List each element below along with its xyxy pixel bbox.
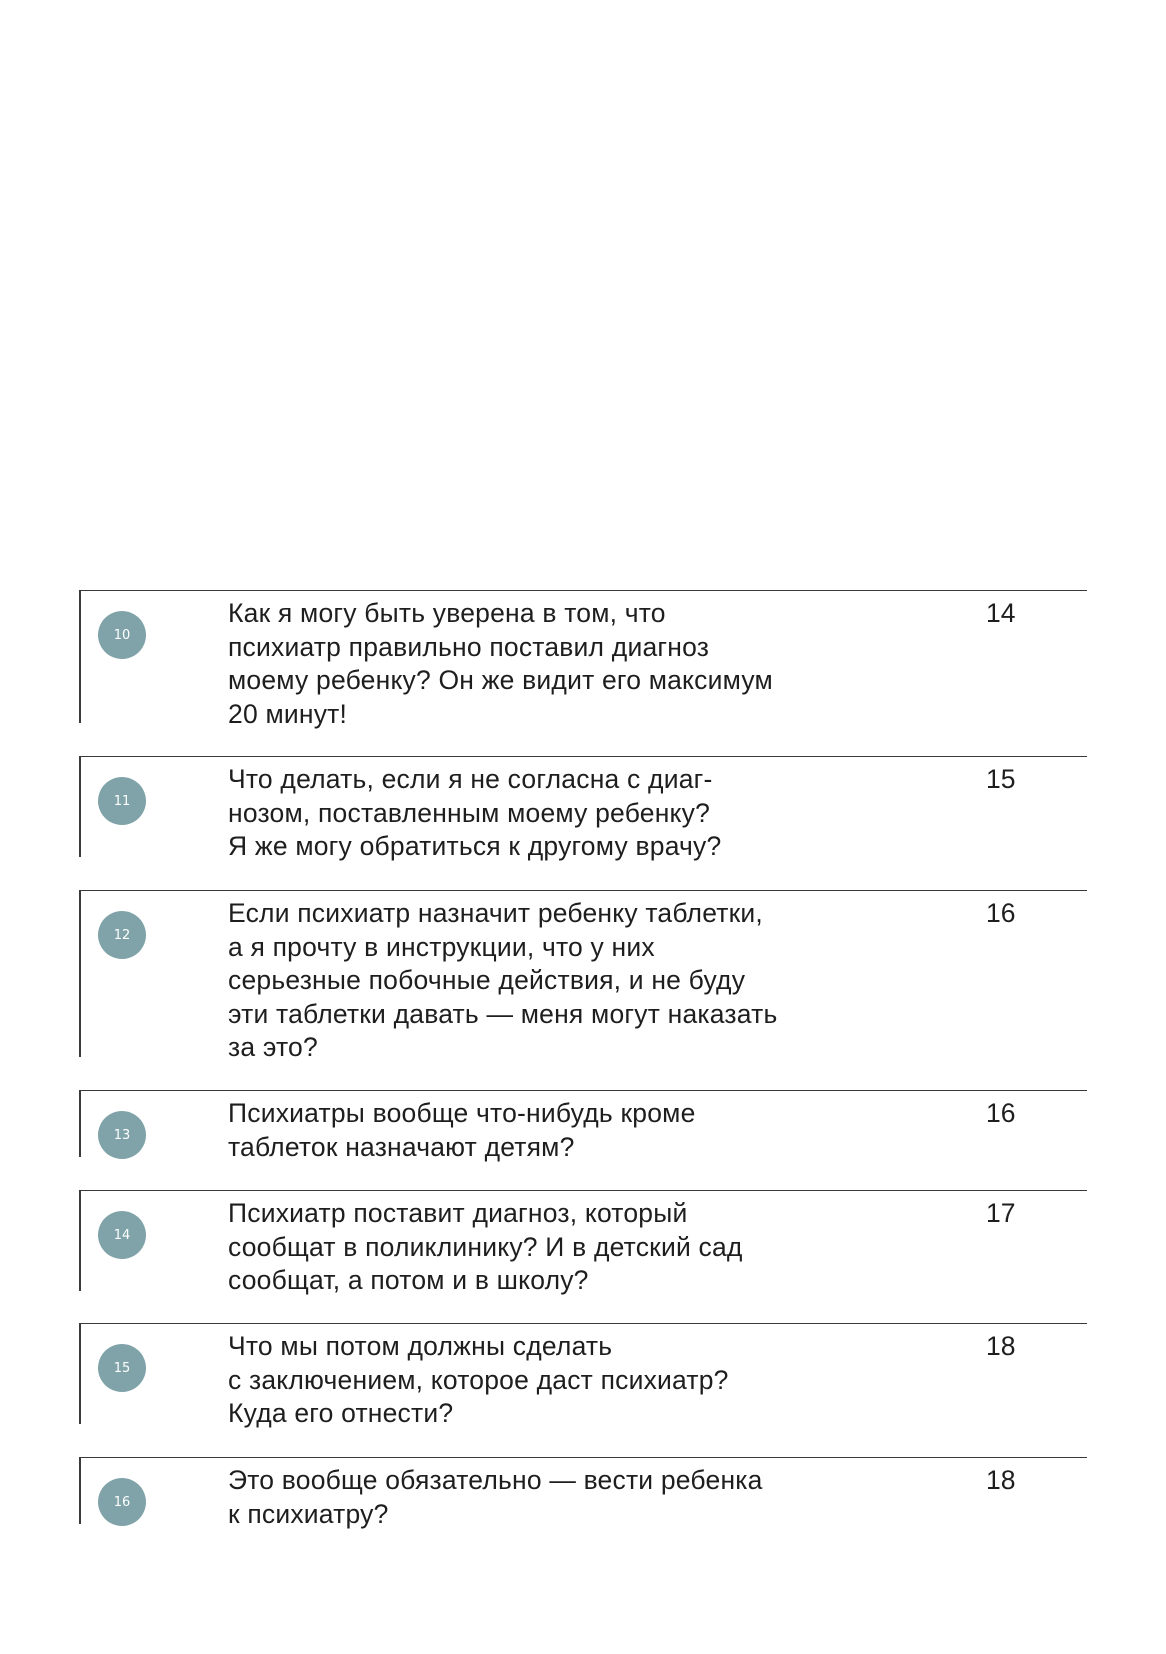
- toc-entry[interactable]: [79, 890, 1087, 1090]
- entry-page-number: 17: [986, 1198, 1016, 1228]
- entry-page-number: 16: [986, 898, 1016, 928]
- entry-page-number: 14: [986, 598, 1016, 628]
- entry-question: Что мы потом должны сделать с заключением, которое даст психиатр? Куда его отнести?: [228, 1331, 729, 1428]
- entry-question: Что делать, если я не согласна с диаг- нозом, поставленным моему ребенку? Я же могу обратиться к другому врачу?: [228, 764, 722, 861]
- entry-question: Это вообще обязательно — вести ребенка к психиатру?: [228, 1465, 763, 1529]
- toc-entry[interactable]: [79, 1090, 1087, 1190]
- entry-number-badge: 14: [98, 1211, 146, 1259]
- entry-page-number: 16: [986, 1098, 1016, 1128]
- toc-entry[interactable]: [79, 1457, 1087, 1557]
- entry-question: Психиатры вообще что-нибудь кроме таблеток назначают детям?: [228, 1098, 696, 1162]
- entry-page-number: 18: [986, 1331, 1016, 1361]
- entry-number-badge: 16: [98, 1478, 146, 1526]
- entry-number-badge: 13: [98, 1111, 146, 1159]
- entry-number-badge: 10: [98, 611, 146, 659]
- entry-question: Психиатр поставит диагноз, который сообщат в поликлинику? И в детский сад сообщат, а потом и в школу?: [228, 1198, 743, 1295]
- entry-number-badge: 15: [98, 1344, 146, 1392]
- entry-number-badge: 12: [98, 911, 146, 959]
- entry-question: Если психиатр назначит ребенку таблетки, а я прочту в инструкции, что у них серьезные побочные действия, и не буду эти таблетки давать — меня могут наказать за это?: [228, 898, 778, 1062]
- entry-page-number: 15: [986, 764, 1016, 794]
- toc-entry[interactable]: [79, 1323, 1087, 1457]
- toc-entry[interactable]: [79, 756, 1087, 890]
- toc-entry[interactable]: [79, 1190, 1087, 1323]
- entry-question: Как я могу быть уверена в том, что психиатр правильно поставил диагноз моему ребенку? Он же видит его максимум 20 минут!: [228, 598, 773, 729]
- entry-page-number: 18: [986, 1465, 1016, 1495]
- table-of-contents: [79, 590, 1087, 1557]
- entry-number-badge: 11: [98, 777, 146, 825]
- toc-entry[interactable]: [79, 590, 1087, 756]
